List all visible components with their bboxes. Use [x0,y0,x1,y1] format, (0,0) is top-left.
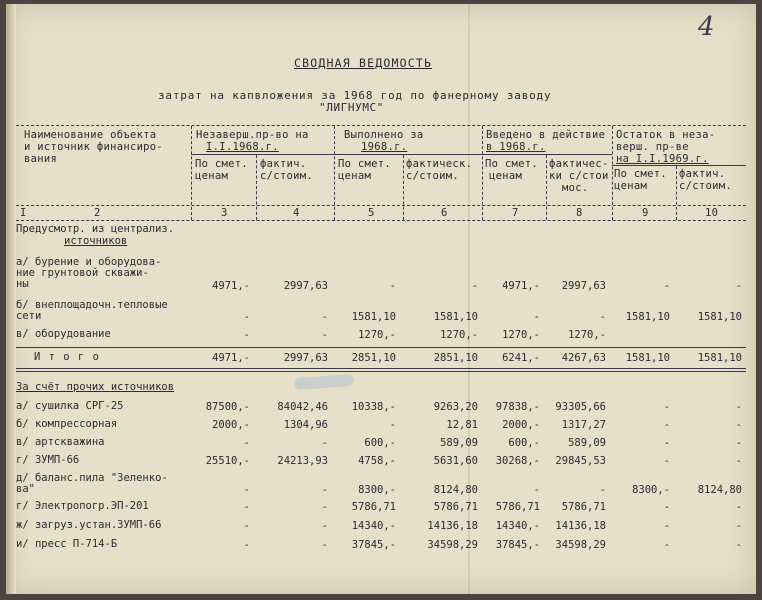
header-group4-line3: на I.I.1969.г. [616,153,709,165]
table-cell: - [321,539,328,551]
table-cell: 8300,- [632,484,670,496]
header-fact-4b: с/стоим. [679,180,732,192]
table-cell: - [243,501,250,513]
group1-rule [191,154,334,155]
document-sheet [6,4,756,594]
row-label: ны [16,278,29,290]
row-label: г/ Электропогр.ЭП-201 [16,500,149,512]
header-bottom-rule [16,205,746,206]
table-cell: - [389,280,396,292]
colnum: 2 [94,207,101,219]
table-cell: 6241,- [502,352,540,364]
total-top-rule [16,347,746,348]
organization-name: "ЛИГНУМС" [319,101,385,114]
table-cell: 14340,- [495,520,540,532]
colnum-bottom-rule [16,220,746,221]
table-cell: - [243,311,250,323]
table-top-rule [16,125,746,126]
table-cell: - [663,437,670,449]
col-divider [612,126,613,220]
table-cell: 5786,71 [433,501,478,513]
colnum: I [20,207,27,219]
colnum: 3 [221,207,228,219]
col-divider [191,126,192,220]
row-label: сети [16,310,42,322]
header-fact-3a: фактичес- [549,158,609,170]
table-cell: - [735,419,742,431]
ink-stamp [294,374,355,390]
group2-rule [334,154,482,155]
row-label: а/ бурение и оборудова- [16,256,162,268]
header-smet-2a: По смет. [338,158,391,170]
table-cell: - [735,455,742,467]
table-cell: 1304,96 [283,419,328,431]
col-divider [482,126,483,220]
table-cell: 589,09 [568,437,606,449]
table-cell: 34598,29 [427,539,478,551]
table-cell: - [321,484,328,496]
total-bottom-rule-2 [16,371,746,372]
table-cell: 5786,71 [561,501,606,513]
row-label: в/ артскважина [16,436,105,448]
row-label: а/ сушилка СРГ-25 [16,400,124,412]
header-group2-line2: 1968.г. [361,141,408,153]
row-label: ж/ загруз.устан.ЗУМП-66 [16,519,162,531]
table-cell: 4758,- [358,455,396,467]
row-label: в/ оборудование [16,328,111,340]
table-cell: 2000,- [502,419,540,431]
header-name-line1: Наименование объекта [24,129,157,141]
table-cell: 2851,10 [351,352,396,364]
table-cell: 12,81 [446,419,478,431]
table-cell: 5631,60 [433,455,478,467]
table-cell: 4971,- [502,280,540,292]
table-cell: 97838,- [495,401,540,413]
header-group3-line2: в 1968.г. [486,141,546,153]
table-cell: 1317,27 [561,419,606,431]
table-cell: - [533,484,540,496]
table-cell: 1270,- [440,329,478,341]
page-number: 4 [698,12,715,42]
table-cell: 87500,- [205,401,250,413]
header-name-line2: и источник финансиро- [24,141,164,153]
table-cell: 30268,- [495,455,540,467]
table-cell: 5786,71 [495,501,540,513]
header-group1-line2: I.I.1968.г. [206,141,279,153]
colnum: 6 [441,207,448,219]
header-smet-2b: ценам [338,170,372,182]
table-cell: 1581,10 [697,311,742,323]
col-divider [256,155,257,220]
header-fact-2b: с/стоим. [406,170,459,182]
table-cell: - [321,520,328,532]
table-cell: - [389,419,396,431]
section1-title: Предусмотр. из централиз. [16,223,175,235]
table-cell: 2997,63 [283,280,328,292]
header-smet-3a: По смет. [485,158,538,170]
table-cell: - [663,501,670,513]
table-cell: 589,09 [440,437,478,449]
table-cell: - [243,329,250,341]
row-label: ва" [16,483,35,495]
table-cell: - [599,484,606,496]
total-label: И т о г о [34,351,100,363]
table-cell: 2851,10 [433,352,478,364]
table-cell: - [243,437,250,449]
header-group4-line1: Остаток в неза- [616,129,716,141]
table-cell: 1581,10 [697,352,742,364]
table-cell: 34598,29 [555,539,606,551]
table-cell: 1581,10 [625,352,670,364]
table-cell: 37845,- [495,539,540,551]
header-group3-line1: Введено в действие [486,129,606,141]
table-cell: - [663,455,670,467]
table-cell: - [243,484,250,496]
group3-rule [482,154,612,155]
page-subtitle: затрат на капвложения за 1968 год по фанерному заводу [158,89,552,102]
row-label: б/ внеплощадочн.тепловые [16,299,168,311]
total-bottom-rule [16,368,746,369]
table-cell: 24213,93 [277,455,328,467]
table-cell: 1581,10 [625,311,670,323]
table-cell: 10338,- [351,401,396,413]
table-cell: 8300,- [358,484,396,496]
table-cell: - [735,280,742,292]
table-cell: 29845,53 [555,455,606,467]
header-fact-1b: с/стоим. [260,170,313,182]
table-cell: 25510,- [205,455,250,467]
header-smet-1b: ценам [195,170,229,182]
table-cell: 1270,- [568,329,606,341]
colnum: 7 [512,207,519,219]
table-cell: 4971,- [212,280,250,292]
col-divider [546,155,547,220]
header-name-line3: вания [24,153,58,165]
table-cell: 1581,10 [351,311,396,323]
table-cell: 9263,20 [433,401,478,413]
header-smet-4b: ценам [614,180,648,192]
table-cell: 14136,18 [427,520,478,532]
table-cell: 2000,- [212,419,250,431]
colnum: 8 [576,207,583,219]
table-cell: - [663,419,670,431]
table-cell: - [321,329,328,341]
table-cell: - [735,520,742,532]
header-fact-4a: фактич. [679,168,726,180]
colnum: 9 [642,207,649,219]
table-cell: - [663,401,670,413]
table-cell: 2997,63 [561,280,606,292]
table-cell: - [735,539,742,551]
table-cell: 2997,63 [283,352,328,364]
table-cell: - [533,311,540,323]
header-group4-line2: верш. пр-ве [616,141,689,153]
table-cell: 8124,80 [433,484,478,496]
table-cell: - [663,280,670,292]
row-label: г/ ЗУМП-66 [16,454,80,466]
table-cell: - [735,437,742,449]
header-smet-3b: ценам [489,170,523,182]
section1-title-line2: источников [64,235,128,247]
table-cell: 1270,- [502,329,540,341]
colnum: 4 [293,207,300,219]
table-cell: 14340,- [351,520,396,532]
row-label: и/ пресс П-714-Б [16,538,118,550]
header-fact-3b: ки с/стои [549,170,609,182]
colnum: 5 [368,207,375,219]
table-cell: - [321,311,328,323]
table-cell: - [471,280,478,292]
group4-rule [612,165,746,166]
header-fact-2a: фактическ. [406,158,473,170]
table-cell: - [735,401,742,413]
table-cell: 4971,- [212,352,250,364]
colnum: 10 [705,207,719,219]
table-cell: - [735,501,742,513]
header-smet-1a: По смет. [195,158,248,170]
row-label: д/ баланс.пила "Зеленко- [16,472,168,484]
header-group1-line1: Незаверш.пр-во на [196,129,309,141]
table-cell: 1270,- [358,329,396,341]
table-cell: - [663,520,670,532]
table-cell: 5786,71 [351,501,396,513]
table-cell: - [321,437,328,449]
header-group2-line1: Выполнено за [344,129,424,141]
table-cell: 93305,66 [555,401,606,413]
table-cell: 8124,80 [697,484,742,496]
row-label: б/ компрессорная [16,418,118,430]
row-label: ние грунтовой скважи- [16,267,149,279]
table-cell: 600,- [508,437,540,449]
header-fact-1a: фактич. [260,158,307,170]
table-cell: 37845,- [351,539,396,551]
page-title: СВОДНАЯ ВЕДОМОСТЬ [294,56,433,70]
table-cell: - [321,501,328,513]
table-cell: 84042,46 [277,401,328,413]
header-smet-4a: По смет. [614,168,667,180]
col-divider [403,155,404,220]
table-cell: 14136,18 [555,520,606,532]
paper-edge [6,4,16,594]
section2-title: За счёт прочих источников [16,381,175,393]
header-fact-3c: мос. [562,182,589,194]
col-divider [676,166,677,220]
table-cell: - [243,539,250,551]
table-cell: - [243,520,250,532]
table-cell: 4267,63 [561,352,606,364]
table-cell: 600,- [364,437,396,449]
col-divider [334,126,335,220]
table-cell: - [663,539,670,551]
table-cell: 1581,10 [433,311,478,323]
table-cell: - [599,311,606,323]
